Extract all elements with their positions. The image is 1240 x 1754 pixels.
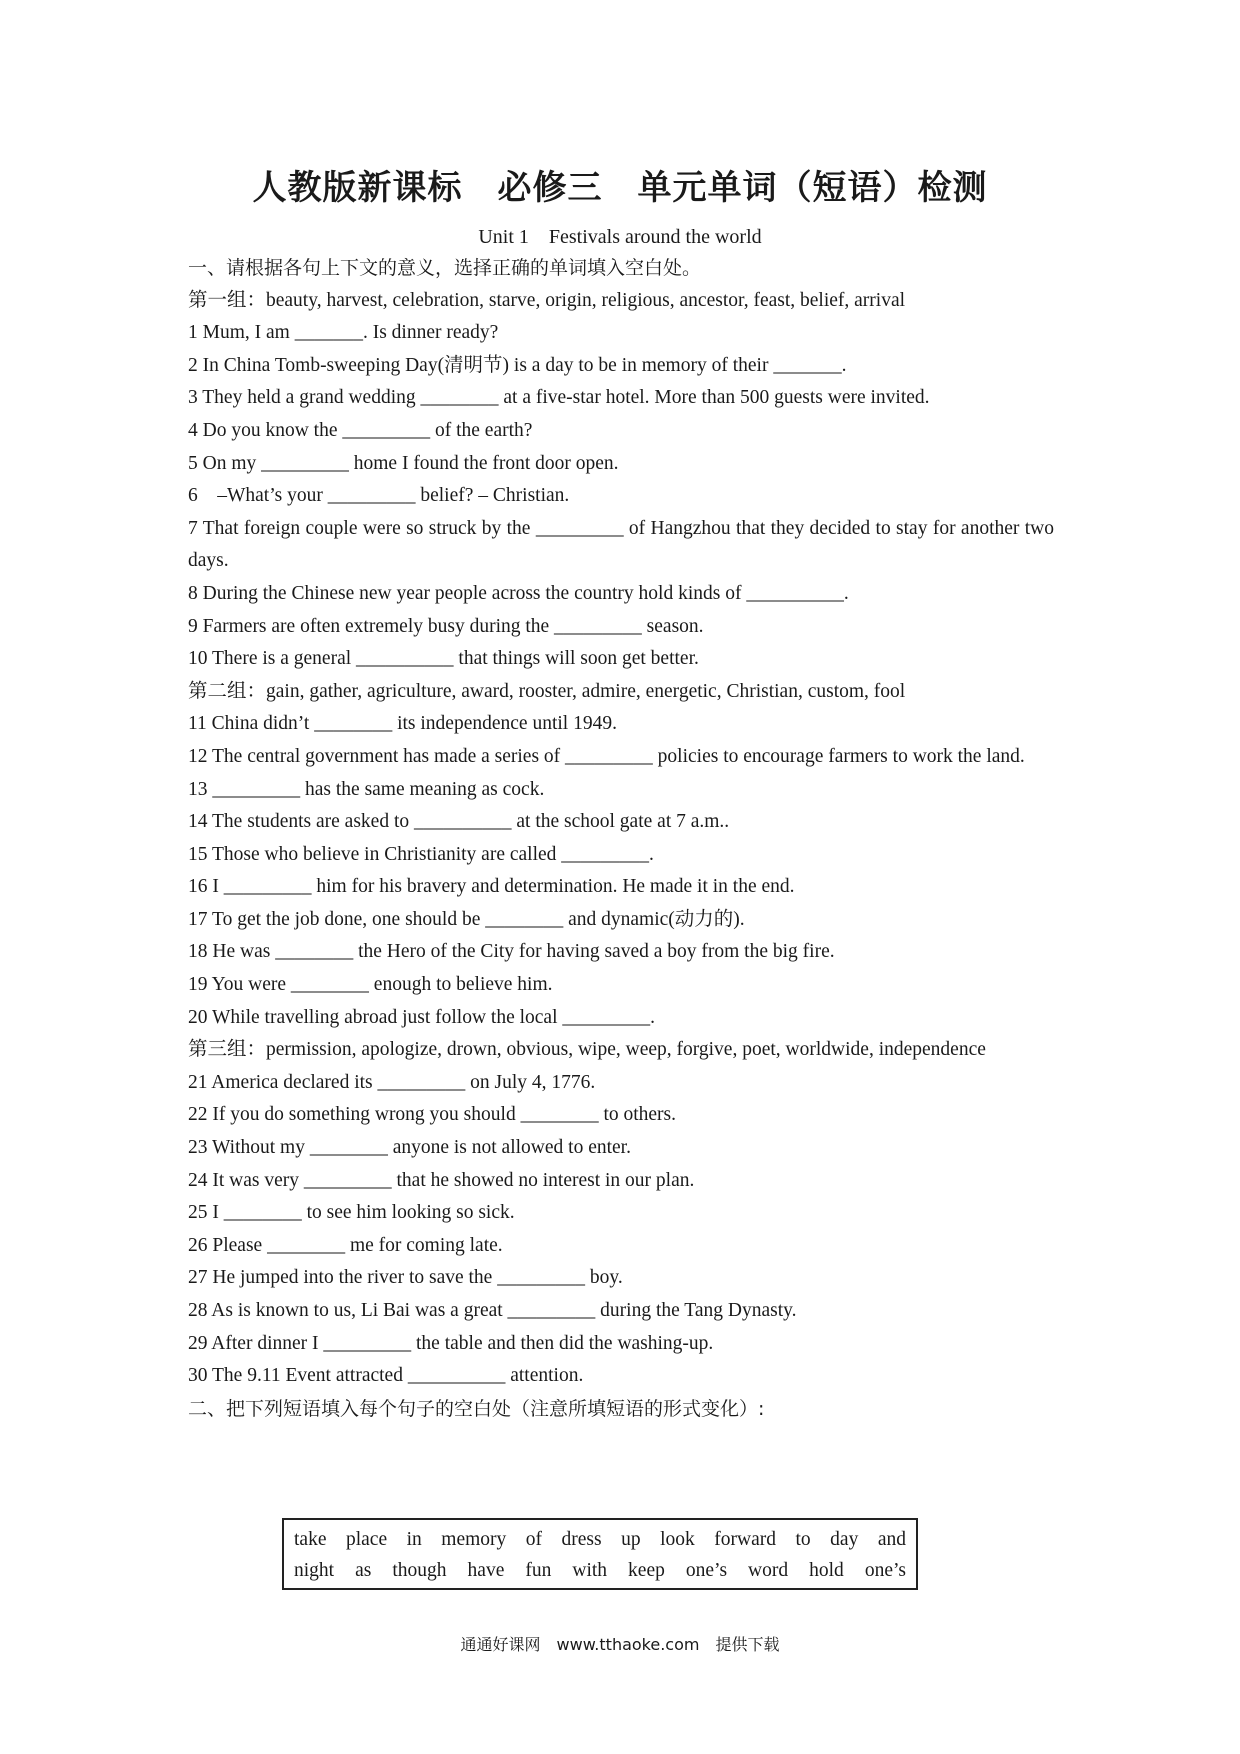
section1-heading: 一、请根据各句上下文的意义，选择正确的单词填入空白处。 bbox=[188, 257, 702, 279]
exercise-item: 10 There is a general __________ that things will soon get better. bbox=[188, 648, 699, 670]
group1-list bbox=[188, 317, 1054, 676]
unit-subtitle: Unit 1 Festivals around the world bbox=[478, 226, 762, 248]
page-title: 人教版新课标 必修三 单元单词（短语）检测 bbox=[252, 168, 988, 208]
exercise-item: 29 After dinner I _________ the table and then did the washing-up. bbox=[188, 1332, 714, 1354]
phrase-box-line: night as though have fun with keep one’s word hold one’s bbox=[294, 1560, 906, 1581]
exercise-item: 18 He was ________ the Hero of the City for having saved a boy from the big fire. bbox=[188, 941, 835, 963]
exercise-item: 23 Without my ________ anyone is not allowed to enter. bbox=[188, 1137, 631, 1159]
exercise-item: 28 As is known to us, Li Bai was a great _________ during the Tang Dynasty. bbox=[188, 1300, 797, 1321]
exercise-item: 14 The students are asked to __________ at the school gate at 7 a.m.. bbox=[188, 811, 730, 833]
exercise-item: 4 Do you know the _________ of the earth? bbox=[188, 419, 533, 441]
exercise-item: 3 They held a grand wedding ________ at a five-star hotel. More than 500 guests were invited. bbox=[188, 387, 930, 409]
exercise-item: 11 China didn’t ________ its independence until 1949. bbox=[188, 713, 617, 735]
group3-list bbox=[188, 1067, 1054, 1393]
exercise-item: 16 I _________ him for his bravery and determination. He made it in the end. bbox=[188, 876, 795, 898]
exercise-item: 21 America declared its _________ on July 4, 1776. bbox=[188, 1071, 596, 1093]
exercise-item: 19 You were ________ enough to believe him. bbox=[188, 974, 553, 996]
exercise-item: 12 The central government has made a series of _________ policies to encourage farmers to work the land. bbox=[188, 745, 1025, 767]
exercise-item: 15 Those who believe in Christianity are called _________. bbox=[188, 843, 654, 865]
phrase-box-line: take place in memory of dress up look forward to day and bbox=[294, 1529, 906, 1550]
exercise-item: 9 Farmers are often extremely busy during the _________ season. bbox=[188, 615, 704, 637]
group1-heading: 第一组：beauty, harvest, celebration, starve, origin, religious, ancestor, feast, belief, arrival bbox=[188, 289, 906, 311]
exercise-item: 1 Mum, I am _______. Is dinner ready? bbox=[188, 322, 499, 344]
group3-heading: 第三组：permission, apologize, drown, obvious, wipe, weep, forgive, poet, worldwide, independence bbox=[188, 1039, 986, 1061]
exercise-item: 25 I ________ to see him looking so sick. bbox=[188, 1202, 515, 1224]
page-footer: 通通好课网 www.tthaoke.com 提供下载 bbox=[460, 1635, 780, 1654]
exercise-item: 22 If you do something wrong you should ________ to others. bbox=[188, 1104, 677, 1126]
exercise-item: 17 To get the job done, one should be ________ and dynamic(动力的). bbox=[188, 908, 745, 930]
group2-list bbox=[188, 708, 1054, 1034]
section2-heading: 二、把下列短语填入每个句子的空白处（注意所填短语的形式变化）: bbox=[188, 1397, 765, 1420]
group2-heading: 第二组：gain, gather, agriculture, award, rooster, admire, energetic, Christian, custom, fool bbox=[188, 680, 906, 702]
exercise-item: 6 –What’s your _________ belief? – Christian. bbox=[188, 485, 570, 507]
exercise-item: 24 It was very _________ that he showed no interest in our plan. bbox=[188, 1169, 695, 1191]
exercise-item: 20 While travelling abroad just follow the local _________. bbox=[188, 1006, 656, 1028]
exercise-item: 13 _________ has the same meaning as cock. bbox=[188, 778, 545, 800]
exercise-item: 7 That foreign couple were so struck by the _________ of Hangzhou that they decided to stay for another two days. bbox=[188, 517, 1054, 572]
phrase-box bbox=[282, 1518, 918, 1590]
exercise-item: 8 During the Chinese new year people across the country hold kinds of __________. bbox=[188, 582, 849, 604]
exercise-item: 26 Please ________ me for coming late. bbox=[188, 1234, 503, 1256]
exercise-item: 5 On my _________ home I found the front door open. bbox=[188, 452, 619, 474]
exercise-item: 30 The 9.11 Event attracted __________ attention. bbox=[188, 1365, 584, 1387]
exercise-item: 27 He jumped into the river to save the _________ boy. bbox=[188, 1267, 623, 1289]
exercise-item: 2 In China Tomb-sweeping Day(清明节) is a day to be in memory of their _______. bbox=[188, 354, 847, 376]
exercise-content bbox=[188, 252, 1054, 1425]
